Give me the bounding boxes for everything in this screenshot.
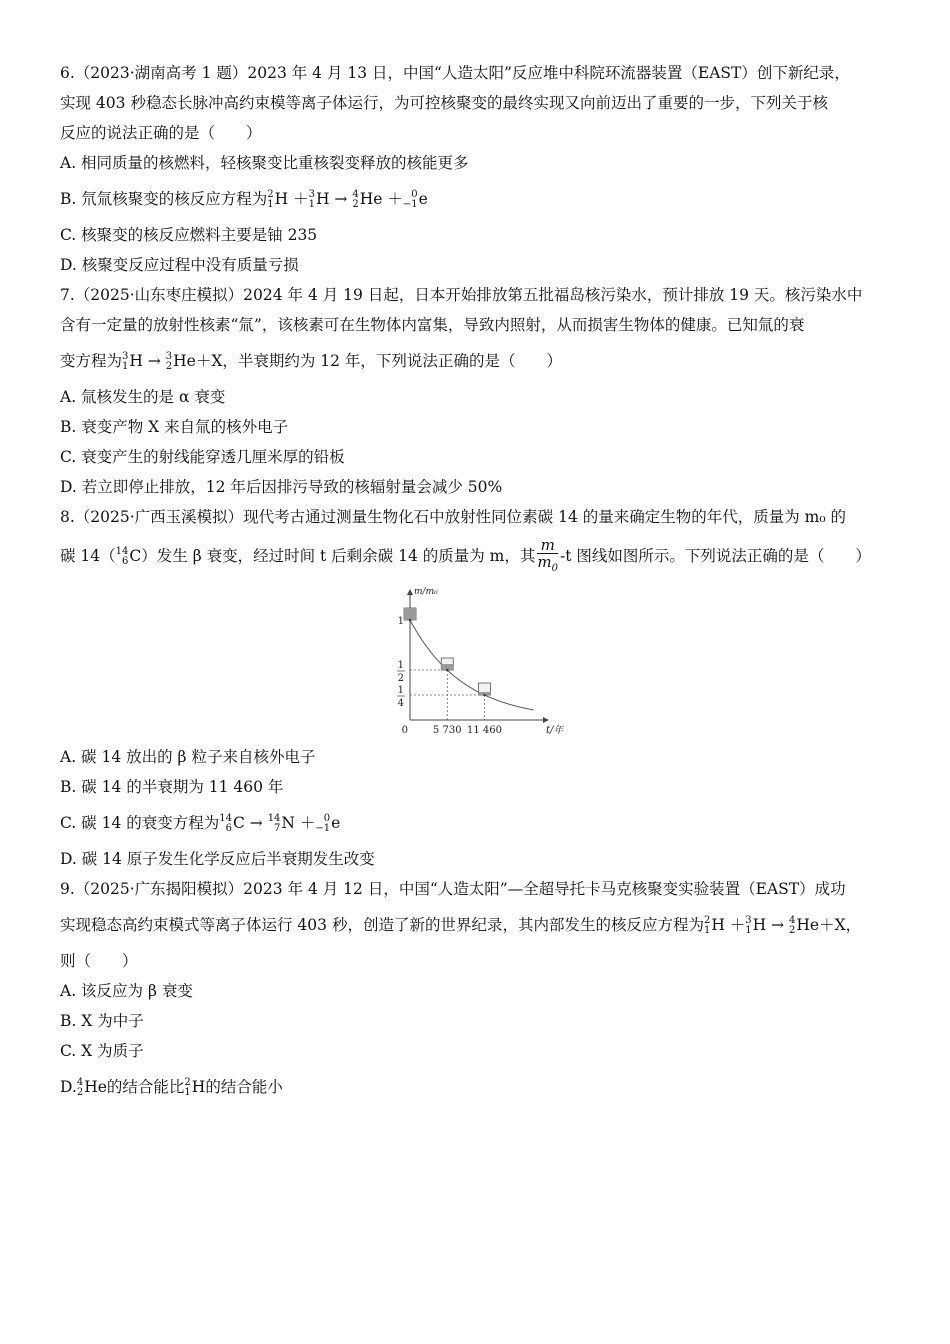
q6-option-b-text: B. 氘氚核聚变的核反应方程为: [60, 190, 268, 208]
y-axis-label: m/m₀: [414, 587, 438, 597]
q6-option-a: A. 相同质量的核燃料，轻核聚变比重核裂变释放的核能更多: [60, 154, 469, 172]
q7-line-3: 变方程为 3 1 H → 3 2 He＋X，半衰期约为 12 年，下列说法正确的是（ ）: [60, 351, 562, 372]
q6-line-3: 反应的说法正确的是（ ）: [60, 124, 262, 142]
q8-line-2-mid: ）发生 β 衰变，经过时间 t 后剩余碳 14 的质量为 m，其: [141, 547, 536, 565]
q6-line-1: 6.（2023·湖南高考 1 题）2023 年 4 月 13 日，中国“人造太阳”反应堆中科院环流器装置（EAST）创下新纪录，: [60, 64, 850, 82]
data-point-2: [483, 694, 485, 696]
q9-option-d: D. 4 2 He的结合能比 2 1 H的结合能小: [60, 1077, 283, 1098]
q9-option-c: C. X 为质子: [60, 1042, 144, 1060]
sample-fill-0: [404, 608, 416, 620]
decay-chart: [370, 580, 570, 742]
q7-option-c: C. 衰变产生的射线能穿透几厘米厚的铅板: [60, 448, 345, 466]
decay-chart-container: [60, 580, 890, 742]
q7-option-d: D. 若立即停止排放，12 年后因排污导致的核辐射量会减少 50%: [60, 478, 503, 496]
q9-line-2-prefix: 实现稳态高约束模式等离子体运行 403 秒，创造了新的世界纪录，其内部发生的核反应方程为: [60, 916, 704, 934]
q6-option-b: B. 氘氚核聚变的核反应方程为 2 1 H ＋ 3 1 H → 4 2 He ＋ 0 −1 e: [60, 189, 428, 210]
q9-line-2: 实现稳态高约束模式等离子体运行 403 秒，创造了新的世界纪录，其内部发生的核反应方程为 2 1 H ＋ 3 1 H → 4 2 He＋X，: [60, 915, 862, 936]
q9-option-a: A. 该反应为 β 衰变: [60, 982, 193, 1000]
q8-option-b: B. 碳 14 的半衰期为 11 460 年: [60, 778, 284, 796]
y-tick-label-2-num: 1: [397, 685, 404, 696]
q8-line-2: 碳 14（ 14 6 C）发生 β 衰变，经过时间 t 后剩余碳 14 的质量为 m，其 $\frac{m}{m_0}$ -t 图线如图所示。下列说法正确的是（ ）: [60, 532, 890, 580]
q9-line-1: 9.（2025·广东揭阳模拟）2023 年 4 月 12 日，中国“人造太阳”—全超导托卡马克核聚变实验装置（EAST）成功: [60, 880, 846, 898]
q9-option-d-mid: 的结合能比: [106, 1078, 185, 1096]
q7-line-1: 7.（2025·山东枣庄模拟）2024 年 4 月 19 日起，日本开始排放第五批福岛核污染水，预计排放 19 天。核污染水中: [60, 286, 863, 304]
q9-option-d-prefix: D.: [60, 1078, 77, 1096]
y-tick-label-2-den: 4: [397, 698, 404, 709]
q6-line-2: 实现 403 秒稳态长脉冲高约束模等离子体运行，为可控核聚变的最终实现又向前迈出了重要的一步，下列关于核: [60, 94, 828, 112]
q7-line-3-suffix: ，半衰期约为 12 年，下列说法正确的是（ ）: [222, 352, 562, 370]
q8-option-c-text: C. 碳 14 的衰变方程为: [60, 814, 220, 832]
decay-curve: [410, 620, 534, 710]
x-axis-label: t/年: [546, 725, 564, 736]
y-tick-label-0: 1: [397, 616, 404, 627]
data-point-1: [446, 669, 448, 671]
q8-option-c: C. 碳 14 的衰变方程为 14 6 C → 14 7 N ＋ 0 −1 e: [60, 813, 341, 834]
x-tick-label-2: 11 460: [466, 725, 502, 736]
q7-line-2: 含有一定量的放射性核素“氚”，该核素可在生物体内富集，导致内照射，从而损害生物体的健康。已知氚的衰: [60, 316, 805, 334]
q8-line-1: 8.（2025·广西玉溪模拟）现代考古通过测量生物化石中放射性同位素碳 14 的量来确定生物的年代，质量为 m₀ 的: [60, 508, 847, 526]
q9-line-3: 则（ ）: [60, 952, 138, 970]
y-tick-label-1-den: 2: [397, 673, 404, 684]
x-tick-label-1: 5 730: [432, 725, 462, 736]
q7-option-a: A. 氚核发生的是 α 衰变: [60, 388, 226, 406]
q7-line-3-prefix: 变方程为: [60, 352, 123, 370]
y-tick-label-1-num: 1: [397, 660, 404, 671]
x-tick-label-0: 0: [401, 725, 408, 736]
q9-option-d-suffix: 的结合能小: [205, 1078, 283, 1096]
m-over-m0-fraction: $\frac{m}{m_0}$: [537, 536, 558, 574]
q8-line-2-suffix: -t 图线如图所示。下列说法正确的是（ ）: [559, 547, 871, 565]
q7-option-b: B. 衰变产物 X 来自氚的核外电子: [60, 418, 289, 436]
data-point-0: [409, 619, 411, 621]
q9-option-b: B. X 为中子: [60, 1012, 144, 1030]
document-page: [60, 58, 890, 1108]
q8-option-a: A. 碳 14 放出的 β 粒子来自核外电子: [60, 748, 316, 766]
q8-line-2-prefix: 碳 14（: [60, 547, 116, 565]
q6-option-c: C. 核聚变的核反应燃料主要是铀 235: [60, 226, 318, 244]
q6-option-d: D. 核聚变反应过程中没有质量亏损: [60, 256, 299, 274]
q8-option-d: D. 碳 14 原子发生化学反应后半衰期发生改变: [60, 850, 375, 868]
